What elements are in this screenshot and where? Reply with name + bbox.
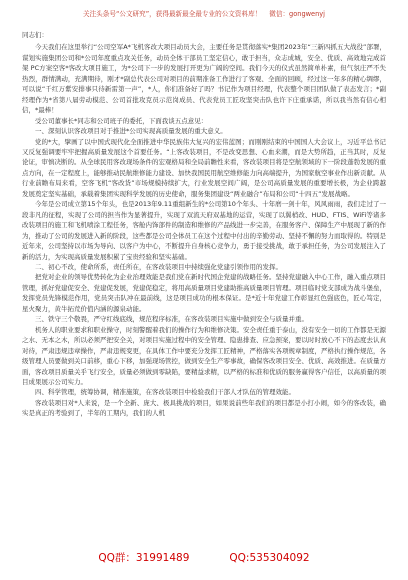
banner-wechat-text: 微信：gongwenyj bbox=[269, 10, 325, 18]
paragraph: 受公司董事长*同志和公司班子的委托，下面我谈五点意见： bbox=[35, 116, 208, 125]
paragraph: 党的*大，擘画了以中国式现代化全面推进中华民族伟大复兴的宏伟蓝图；而刚刚结束的中国国人大会议上，习近平总书记又反复强调要牢牢把握高质量发展这个首要任务。“上客改装项目，不是改变思想、心血来潮，而是大势所趋，正当其时，反复论证，审慎决断的。从全球民用客改现场条件的宏观格局和全局前瞻性来看，客改装项目将是空航领域的下一阶段蓬勃发展的重点方向，在一定程度上，能够推动民航维修能力建设、加快我国民用航空维修能力向高端提升，为国家航空事业作出新贡献。从行业前瞻布局来看，空客飞机“客改货”市场规模持续扩大，行业发展空间广阔，是公司高质量发展的重要增长极，为企业跨越发展奠定坚实基础，承载着集团实现科学发展的历史使命，服务集团建设“两业融合”布局和公司“十四五”发展战略。 bbox=[22, 137, 386, 198]
banner-follow-text: 关注头条号“公文研究”，获得最新最全最专业的公文资料库！ bbox=[82, 10, 262, 18]
salutation: 同志们： bbox=[22, 31, 48, 39]
paragraph: 今天我们在这里举行“公司空军A*飞机客改大项目动员大会，主要任务是贯彻落实*集团2023年“三新四抓五大战役”部署，谋划实施集团公司和*公司年度重点攻关任务，动员全体干部员工坚定信心，敢于担当，众志成城，安全、优质、高效地完成首架 PC方案空客*客改大项目施工，为*公司下一步的发展打开更为广阔的空间。我们今天的仪式虽然简单朴素，但气氛庄严不失热烈，群情满动，充满期待，刚才*副总代表公司对项目的前期准备工作进行了客观、全面的回顾，经过这一年多的精心绸缪，可以说“千红万紫安排事只待新雷第一声”，*人，你们准备好了吗？书记作为项目经理，代表整个项目团队做了表态发言；*副经理作为*省第八届劳动模范、公司首批攻克员示范岗成员、代表党员工匠攻坚突击队也许下庄重承诺，所以我当然有信心相信，*最棒！ bbox=[22, 43, 386, 115]
qq-number-text: QQ:535304092 bbox=[229, 552, 310, 564]
section-heading: 四、科学管理，统筹协调，精准施策，在客改装项目中检验我们干部人才队伍的管理效能。 bbox=[35, 388, 295, 397]
paragraph: 把党对企业的领导优势转化为企业治理效能是我们党在新时代国企党建的战略任务。坚持党建融入中心工作，融入重点项目管理，抓好党建促安全、党建促发展，党建促稳定，将用高质量项目党建助推高质量项目管理。项目临时党支部成为战斗堡垒，发挥党员先锋模范作用，党员突击队冲在最前线，这是项目成功的根本保证。是*近十年党建工作彰显红色强底色，匠心笃定，星火聚力，黄牛拓荒价值内涵的源泉动能。 bbox=[22, 273, 386, 313]
qq-group-text: QQ群：31991489 bbox=[98, 552, 190, 564]
paragraph: 机务人的职业要求和职业操守，时刻警醒着我们的操作行为和维修决策。安全责任重于泰山，没有安全一切的工作都是无源之水、无本之木，所以必须严把安全关，对项目实施过程中的安全管理、隐患排查、应急预案，要以时时放心不下的态度去认真对待，严肃违规违章操作，严肃违规变更，在具体工作中要充分发挥工匠精神，严格落实各项规章制度，严格执行操作规范，各级管理人员要做到关口前移，重心下移，加强现场管控，做到安全生产零事故，确保客改项目安全、优质、高效推进。在质量方面，客改项目质量关乎飞行安全，质量必须做到零缺陷，要精益求精，以严格的标准和优质的服务赢得客户信任，以高质量的项目成果展示公司实力。 bbox=[22, 325, 386, 386]
promo-banner bbox=[0, 6, 408, 22]
section-heading: 二、初心不改，使命所系，责任所在，在客改装项目中持续强化党建引领作用的发挥。 bbox=[35, 262, 282, 271]
paragraph: 今年是公司成立第15个年头，也是2013年9.11重组新生的*公司第10个年头、十年磨一剑十年，风风雨雨，我们走过了一段非凡的征程，实现了公司的担当作为显著提升，实现了双流天府双基地的运营，实现了以翼梢改、HUD、FTIS、WiFi等诸多改装项目的施工和飞机喷涂工程任务，客舱内饰部件的制造和维修的产品线进一步完善，在服务客户、保障生产中展现了新的作为，推动了公司的发展进入新的阶段，这些都是公司全体员工在这个过程中付出的辛勤劳动、坚持不懈的努力而取得的。特别是近年来，公司坚持以市场为导向、以客户为中心，不断提升自身核心竞争力，勇于接受挑战，敢于承担任务，为公司发展注入了新的活力，为实现高质量发展积累了宝贵经验和坚实基础。 bbox=[22, 200, 386, 261]
document-body bbox=[22, 30, 386, 419]
section-heading: 三、铁守三个敬畏，严守红线底线，规范程序标准，在客改装项目实施中做到安全与质量并重。 bbox=[35, 315, 308, 324]
contact-footer bbox=[0, 550, 408, 566]
paragraph: 客改装项目对*人来说，是一个全新、庞大、极具挑战的项目，如果说前些年我们的项目都是小打小闹，如今的客改装，确实是真正的考验到了，半年的工期内，我们的人机 bbox=[22, 398, 386, 418]
section-heading: 一、深刻认识客改项目对于推进*公司实现高质量发展的重大意义。 bbox=[35, 127, 227, 136]
